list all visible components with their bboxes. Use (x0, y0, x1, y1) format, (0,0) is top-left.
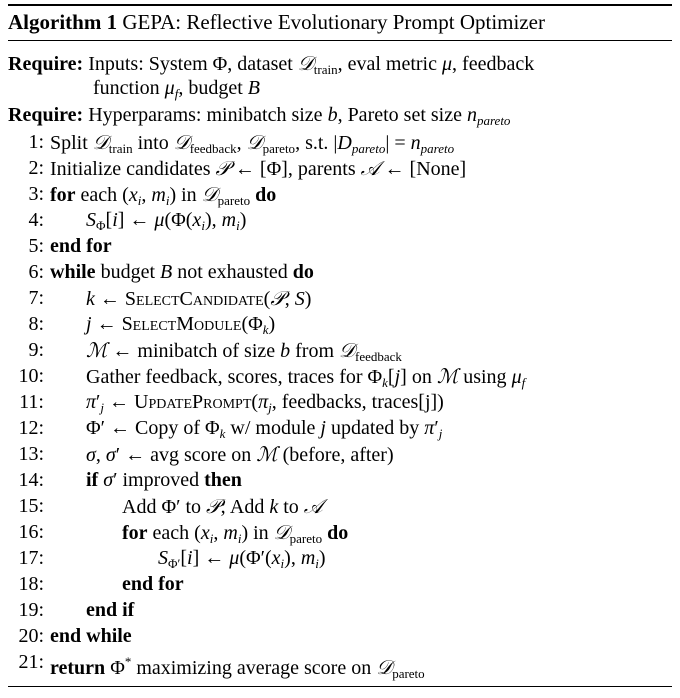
line-number: 6: (28, 261, 44, 283)
line-text: end for (122, 573, 184, 595)
line-number: 12: (18, 417, 44, 439)
line-number: 15: (18, 495, 44, 517)
line-number: 18: (18, 573, 44, 595)
algorithm-caption (8, 7, 545, 37)
caption-rule (8, 40, 672, 41)
require-inputs-text: Inputs: System Φ, dataset 𝒟$_{train}$, eval metric μ, feedback (88, 51, 535, 77)
require-hyperparams-text: Hyperparams: minibatch size b, Pareto set size $n_{pareto}$ (88, 104, 511, 128)
line-number: 9: (28, 339, 44, 361)
line-text: k ← SelectCandidate(𝒫, S) (86, 286, 312, 310)
line-text: σ, σ′ ← avg score on ℳ (before, after) (86, 442, 394, 466)
line-text: end if (86, 599, 135, 621)
line-text: $S_\Phi[i]$ ← $\mu(\Phi(x_i)$, $m_i$) (86, 209, 247, 233)
require-inputs-cont: function $\mu_f$, budget B (93, 77, 260, 101)
line-text: Initialize candidates 𝒫 ← [Φ], parents 𝒜 ← [None] (50, 156, 467, 180)
algorithm-label: Algorithm 1 (8, 10, 118, 34)
line-number: 7: (28, 287, 44, 309)
line-text: j ← $SelectModule(\Phi_k)$ (86, 313, 276, 337)
line-text: $\pi'_j$ ← $UpdatePrompt(\pi_j$, feedbacks, traces[j]) (86, 391, 444, 415)
line-number: 5: (28, 235, 44, 257)
line-number: 3: (28, 183, 44, 205)
line-number: 1: (28, 131, 44, 153)
line-number: 4: (28, 209, 44, 231)
require-keyword: Require: (8, 104, 84, 126)
line-number: 2: (28, 157, 44, 179)
line-text: Add Φ′ to 𝒫; Add k to 𝒜 (122, 494, 323, 518)
line-number: 17: (18, 547, 44, 569)
line-number: 10: (18, 365, 44, 387)
line-number: 11: (19, 391, 44, 413)
line-number: 16: (18, 521, 44, 543)
line-text: for each ($x_i$, $m_i$) in 𝒟$_{pareto}$ do (50, 182, 277, 208)
line-text: Φ′ ← Copy of $\Phi_k$ w/ module j updated by $\pi'_j$ (86, 417, 443, 441)
line-text: ℳ ← minibatch of size b from 𝒟$_{feedback}$ (86, 338, 402, 364)
line-text: while budget B not exhausted do (50, 261, 314, 283)
line-text: return Φ* maximizing average score on 𝒟$_{pareto}$ (50, 654, 425, 681)
line-text: Gather feedback, scores, traces for $\Phi_k[j]$ on ℳ using $\mu_f$ (86, 364, 526, 390)
bottom-rule (8, 686, 672, 687)
line-text: for each ($x_i$, $m_i$) in 𝒟$_{pareto}$ do (122, 520, 349, 546)
line-number: 19: (18, 599, 44, 621)
require-keyword: Require: (8, 53, 84, 75)
line-text: end while (50, 625, 132, 647)
line-number: 8: (28, 313, 44, 335)
top-rule (8, 4, 672, 6)
algorithm-title: GEPA: Reflective Evolutionary Prompt Optimizer (122, 10, 545, 34)
line-text: $S_{\Phi'}[i]$ ← $\mu(\Phi'(x_i)$, $m_i$) (158, 547, 326, 571)
line-text: Split 𝒟$_{train}$ into 𝒟$_{feedback}$, 𝒟$_{pareto}$, s.t. $|D_{pareto}| = n_{pareto}$ (50, 130, 455, 156)
require-inputs (8, 50, 534, 83)
line-text: if σ′ improved then (86, 469, 242, 491)
line-number: 20: (18, 625, 44, 647)
line-number: 21: (18, 651, 44, 673)
line-text: end for (50, 235, 112, 257)
line-number: 14: (18, 469, 44, 491)
line-number: 13: (18, 443, 44, 465)
